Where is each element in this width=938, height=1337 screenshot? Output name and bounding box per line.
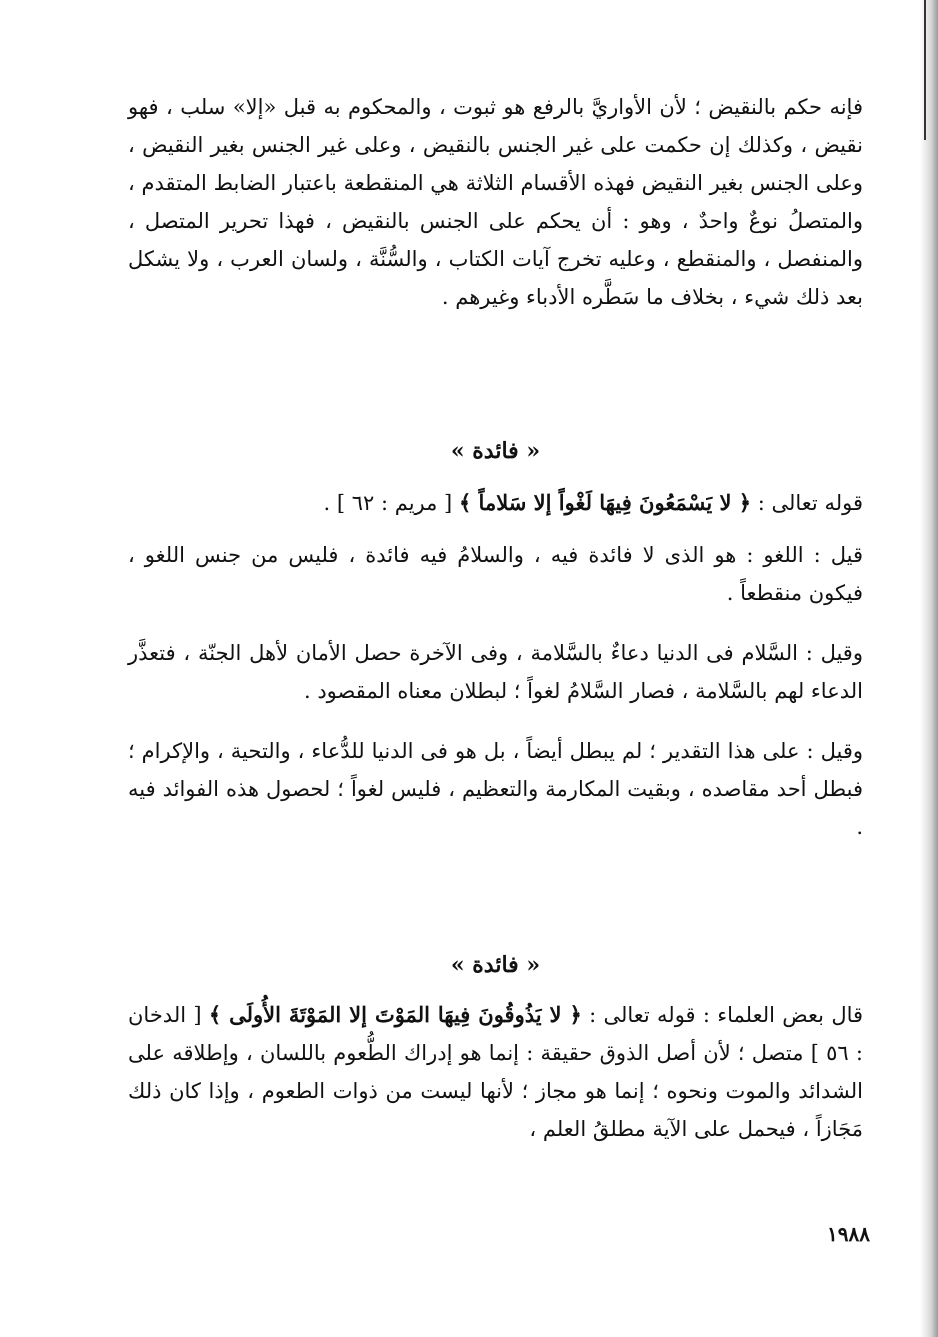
page-edge-shadow: [920, 0, 938, 1337]
quran-verse-2: ﴿ لا يَذُوقُونَ فِيهَا المَوْتَ إلا المَوْتَةَ الأُولَى ﴾: [208, 1002, 582, 1027]
opening-paragraph: فإنه حكم بالنقيض ؛ لأن الأواريَّ بالرفع هو ثبوت ، والمحكوم به قبل «إلا» سلب ، فهو نقيض ، وكذلك إن حكمت على غير الجنس بالنقيض ، وعلى غير الجنس بغير النقيض ، وعلى الجنس بغير النقيض فهذه الأقسام الثلاثة هي المنقطعة باعتبار الضابط المتقدم ، والمتصلُ نوعٌ واحدٌ ، وهو : أن يحكم على الجنس بالنقيض ، فهذا تحرير المتصل ، والمنفصل ، والمنقطع ، وعليه تخرج آيات الكتاب ، والسُّنَّة ، ولسان العرب ، ولا يشكل بعد ذلك شيء ، بخلاف ما سَطَّره الأدباء وغيرهم .: [128, 95, 863, 309]
quran-verse-1: ﴿ لا يَسْمَعُونَ فِيهَا لَغْواً إلا سَلاماً ﴾: [458, 490, 752, 515]
page-edge-line: [924, 0, 926, 140]
section-heading-1: « فائدة »: [450, 438, 541, 464]
page-number: ١٩٨٨: [827, 1222, 870, 1246]
opening-paragraph-block: [128, 88, 863, 316]
verse-paragraph-1: [128, 484, 863, 522]
section-2-block: [128, 996, 863, 1148]
verse-intro-1: قوله تعالى :: [751, 491, 863, 515]
section-2-intro: قال بعض العلماء : قوله تعالى :: [581, 1003, 864, 1027]
paragraph-salam: وقيل : السَّلام فى الدنيا دعاءٌ بالسَّلامة ، وفى الآخرة حصل الأمان لأهل الجنّة ، فتعذَّر الدعاء لهم بالسَّلامة ، فصار السَّلامُ لغواً ؛ لبطلان معناه المقصود .: [128, 641, 863, 703]
paragraph-dhawq: [128, 996, 863, 1148]
section-2-rest: [ الدخان : ٥٦ ] متصل ؛ لأن أصل الذوق حقيقة : إنما هو إدراك الطُّعوم باللسان ، وإطلاقه على الشدائد والموت ونحوه ؛ إنما هو مجاز ؛ لأنها ليست من ذوات الطعوم ، وإذا كان ذلك مَجَازاً ، فيحمل على الآية مطلقُ العلم ،: [128, 1003, 863, 1141]
verse-reference-1: [ مريم : ٦٢ ] .: [323, 491, 459, 515]
paragraph-taqdir: وقيل : على هذا التقدير ؛ لم يبطل أيضاً ، بل هو فى الدنيا للدُّعاء ، والتحية ، والإكرام ؛ فبطل أحد مقاصده ، وبقيت المكارمة والتعظيم ، فليس لغواً ؛ لحصول هذه الفوائد فيه .: [128, 739, 863, 839]
section-heading-2: « فائدة »: [450, 952, 541, 978]
paragraph-laghw: قيل : اللغو : هو الذى لا فائدة فيه ، والسلامُ فيه فائدة ، فليس من جنس اللغو ، فيكون منقطعاً .: [128, 543, 863, 605]
section-1-block: [128, 484, 863, 846]
